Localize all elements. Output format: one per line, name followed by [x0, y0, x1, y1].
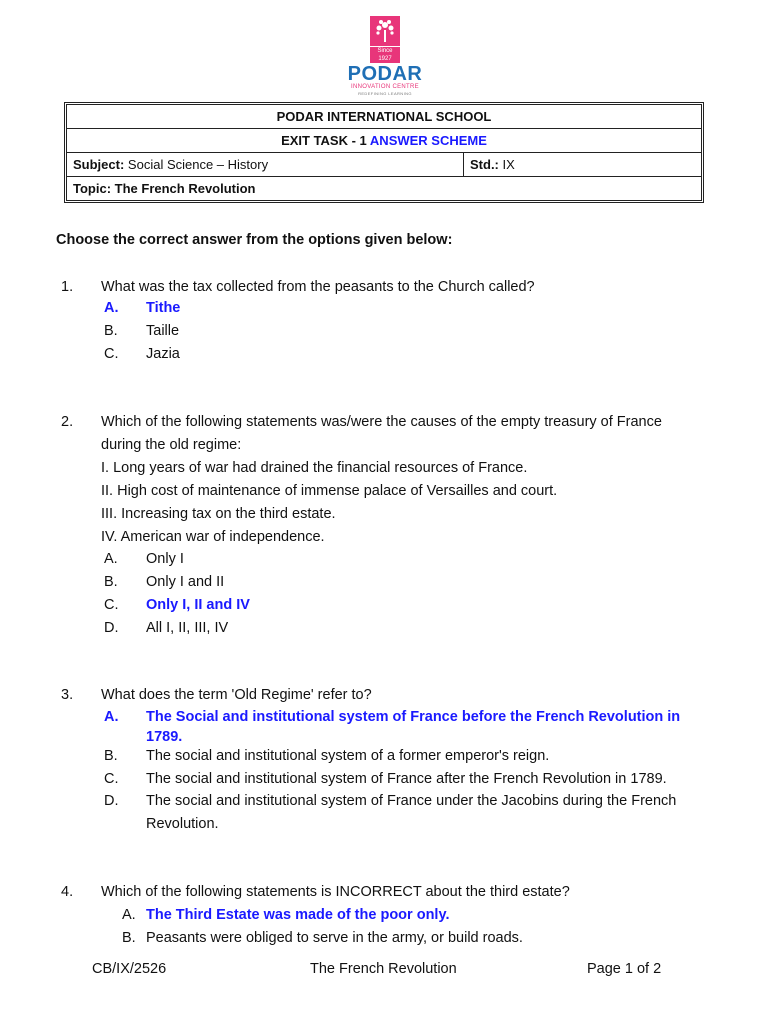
option-text: Taille	[146, 323, 180, 339]
option-text-cont: Revolution.	[146, 816, 219, 832]
statement-2: II. High cost of maintenance of immense palace of Versailles and court.	[101, 483, 558, 499]
option-text: All I, II, III, IV	[146, 620, 229, 636]
task-title	[67, 129, 701, 153]
logo-name: PODAR	[347, 63, 423, 85]
option-text: Jazia	[146, 346, 180, 362]
option-text: Peasants were obliged to serve in the army, or build roads.	[146, 930, 523, 946]
tree-icon	[370, 16, 400, 46]
option-text: The Social and institutional system of France before the French Revolution in	[146, 709, 681, 725]
topic-row	[67, 177, 701, 200]
option-text: The social and institutional system of a former emperor's reign.	[146, 748, 550, 764]
option-letter: B.	[104, 748, 118, 764]
option-letter: D.	[104, 620, 119, 636]
school-name: PODAR INTERNATIONAL SCHOOL	[67, 105, 701, 129]
std-label: Std.:	[470, 157, 499, 172]
question-text: What does the term 'Old Regime' refer to?	[101, 687, 372, 703]
answer-scheme-label: ANSWER SCHEME	[369, 133, 487, 148]
topic-label: Topic:	[73, 181, 112, 196]
option-text: Only I	[146, 551, 184, 567]
question-text: Which of the following statements was/were the causes of the empty treasury of France	[101, 414, 662, 430]
footer-code: CB/IX/2526	[92, 961, 167, 977]
option-letter: A.	[104, 300, 119, 316]
option-text: The social and institutional system of France after the French Revolution in 1789.	[146, 771, 667, 787]
option-letter: A.	[104, 709, 119, 725]
logo-since: Since 1927	[370, 47, 400, 63]
instruction: Choose the correct answer from the options given below:	[56, 232, 453, 248]
option-text-cont: 1789.	[146, 729, 183, 745]
task-label: EXIT TASK - 1	[281, 133, 367, 148]
option-letter: D.	[104, 793, 119, 809]
question-text: What was the tax collected from the peasants to the Church called?	[101, 279, 535, 295]
subject-label: Subject:	[73, 157, 125, 172]
subject-cell	[67, 153, 464, 176]
question-number: 2.	[61, 414, 74, 430]
school-logo	[346, 16, 424, 97]
option-text: Tithe	[146, 300, 181, 316]
std-value: IX	[502, 157, 515, 172]
subject-row	[67, 153, 701, 177]
statement-1: I. Long years of war had drained the financial resources of France.	[101, 460, 528, 476]
logo-subtitle: INNOVATION CENTRE	[351, 84, 419, 90]
logo-tagline: REDEFINING LEARNING	[358, 91, 412, 96]
question-number: 3.	[61, 687, 74, 703]
statement-4: IV. American war of independence.	[101, 529, 325, 545]
statement-3: III. Increasing tax on the third estate.	[101, 506, 336, 522]
subject-value: Social Science – History	[127, 157, 269, 172]
topic-value: The French Revolution	[114, 181, 256, 196]
option-letter: B.	[104, 574, 118, 590]
footer-page-number: Page 1 of 2	[587, 961, 662, 977]
option-letter: C.	[104, 346, 119, 362]
option-text: Only I, II and IV	[146, 597, 250, 613]
option-letter: B.	[104, 323, 118, 339]
question-text: Which of the following statements is INCORRECT about the third estate?	[101, 884, 570, 900]
option-letter: C.	[104, 771, 119, 787]
question-number: 4.	[61, 884, 74, 900]
question-number: 1.	[61, 279, 74, 295]
footer-title: The French Revolution	[310, 961, 457, 977]
option-letter: B.	[122, 930, 136, 946]
option-text: Only I and II	[146, 574, 225, 590]
header-table	[64, 102, 704, 203]
option-letter: A.	[104, 551, 118, 567]
option-text: The social and institutional system of France under the Jacobins during the French	[146, 793, 677, 809]
option-text: The Third Estate was made of the poor only.	[146, 907, 450, 923]
question-text-cont: during the old regime:	[101, 437, 242, 453]
option-letter: C.	[104, 597, 119, 613]
std-cell	[464, 153, 515, 176]
option-letter: A.	[122, 907, 136, 923]
